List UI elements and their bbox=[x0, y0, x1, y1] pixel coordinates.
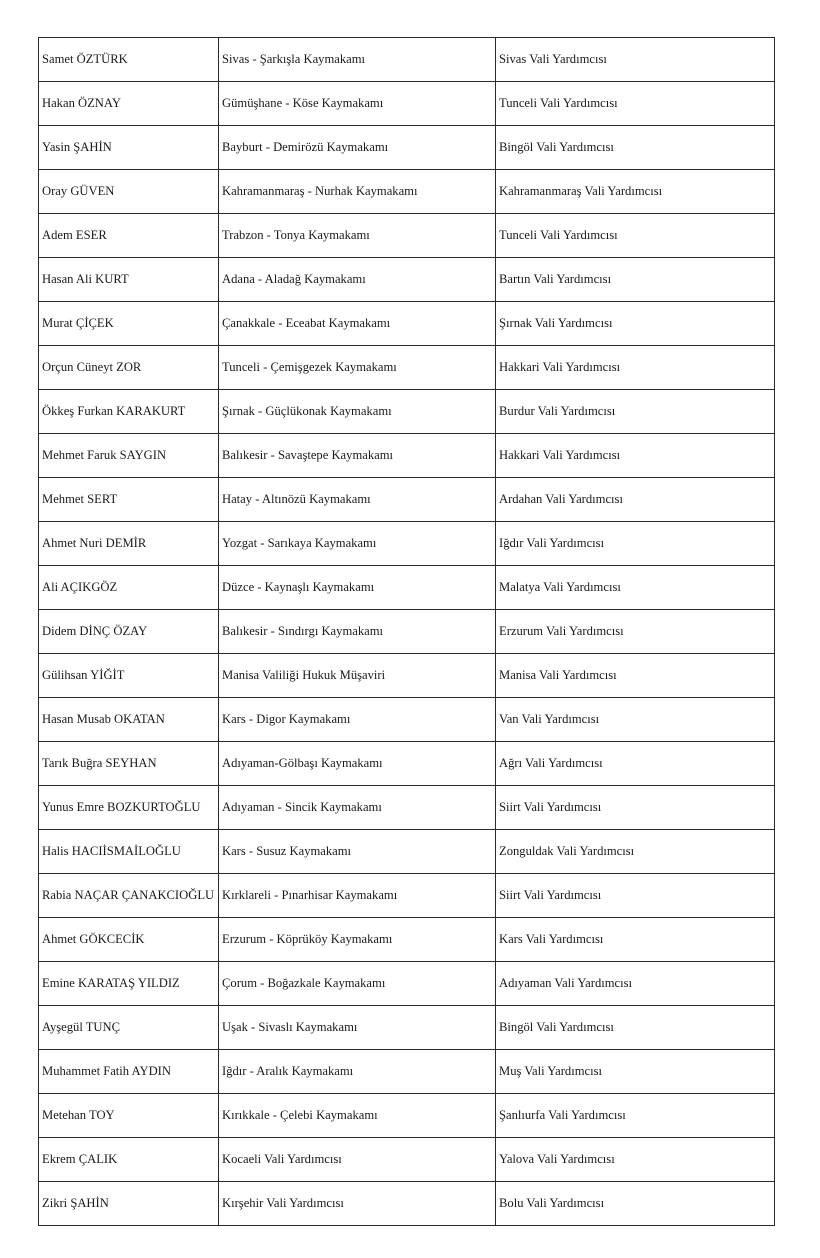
table-row bbox=[39, 390, 775, 434]
new-post-cell: Yalova Vali Yardımcısı bbox=[496, 1138, 775, 1182]
new-post-cell: Zonguldak Vali Yardımcısı bbox=[496, 830, 775, 874]
person-name-cell: Ali AÇIKGÖZ bbox=[39, 566, 219, 610]
current-post-cell: Şırnak - Güçlükonak Kaymakamı bbox=[219, 390, 496, 434]
table-row bbox=[39, 126, 775, 170]
new-post-cell: Muş Vali Yardımcısı bbox=[496, 1050, 775, 1094]
new-post-cell: Şanlıurfa Vali Yardımcısı bbox=[496, 1094, 775, 1138]
new-post-cell: Hakkari Vali Yardımcısı bbox=[496, 434, 775, 478]
new-post-cell: Bolu Vali Yardımcısı bbox=[496, 1182, 775, 1226]
current-post-cell: Uşak - Sivaslı Kaymakamı bbox=[219, 1006, 496, 1050]
new-post-cell: Hakkari Vali Yardımcısı bbox=[496, 346, 775, 390]
person-name-cell: Rabia NAÇAR ÇANAKCIOĞLU bbox=[39, 874, 219, 918]
person-name-cell: Gülihsan YİĞİT bbox=[39, 654, 219, 698]
new-post-cell: Şırnak Vali Yardımcısı bbox=[496, 302, 775, 346]
new-post-cell: Erzurum Vali Yardımcısı bbox=[496, 610, 775, 654]
current-post-cell: Kırıkkale - Çelebi Kaymakamı bbox=[219, 1094, 496, 1138]
person-name-cell: Adem ESER bbox=[39, 214, 219, 258]
person-name-cell: Tarık Buğra SEYHAN bbox=[39, 742, 219, 786]
current-post-cell: Kırklareli - Pınarhisar Kaymakamı bbox=[219, 874, 496, 918]
new-post-cell: Bartın Vali Yardımcısı bbox=[496, 258, 775, 302]
table-row bbox=[39, 434, 775, 478]
new-post-cell: Van Vali Yardımcısı bbox=[496, 698, 775, 742]
current-post-cell: Adıyaman-Gölbaşı Kaymakamı bbox=[219, 742, 496, 786]
current-post-cell: Bayburt - Demirözü Kaymakamı bbox=[219, 126, 496, 170]
person-name-cell: Metehan TOY bbox=[39, 1094, 219, 1138]
current-post-cell: Kars - Susuz Kaymakamı bbox=[219, 830, 496, 874]
table-row bbox=[39, 962, 775, 1006]
current-post-cell: Balıkesir - Savaştepe Kaymakamı bbox=[219, 434, 496, 478]
table-row bbox=[39, 82, 775, 126]
person-name-cell: Yasin ŞAHİN bbox=[39, 126, 219, 170]
new-post-cell: Siirt Vali Yardımcısı bbox=[496, 874, 775, 918]
person-name-cell: Samet ÖZTÜRK bbox=[39, 38, 219, 82]
person-name-cell: Mehmet Faruk SAYGIN bbox=[39, 434, 219, 478]
table-row bbox=[39, 258, 775, 302]
person-name-cell: Ekrem ÇALIK bbox=[39, 1138, 219, 1182]
person-name-cell: Orçun Cüneyt ZOR bbox=[39, 346, 219, 390]
new-post-cell: Kars Vali Yardımcısı bbox=[496, 918, 775, 962]
new-post-cell: Kahramanmaraş Vali Yardımcısı bbox=[496, 170, 775, 214]
table-row bbox=[39, 214, 775, 258]
new-post-cell: Tunceli Vali Yardımcısı bbox=[496, 82, 775, 126]
current-post-cell: Kocaeli Vali Yardımcısı bbox=[219, 1138, 496, 1182]
current-post-cell: Iğdır - Aralık Kaymakamı bbox=[219, 1050, 496, 1094]
table-row bbox=[39, 1094, 775, 1138]
table-row bbox=[39, 874, 775, 918]
person-name-cell: Zikri ŞAHİN bbox=[39, 1182, 219, 1226]
table-row bbox=[39, 698, 775, 742]
person-name-cell: Ayşegül TUNÇ bbox=[39, 1006, 219, 1050]
current-post-cell: Gümüşhane - Köse Kaymakamı bbox=[219, 82, 496, 126]
new-post-cell: Bingöl Vali Yardımcısı bbox=[496, 1006, 775, 1050]
current-post-cell: Balıkesir - Sındırgı Kaymakamı bbox=[219, 610, 496, 654]
appointments-table-body bbox=[39, 38, 775, 1226]
current-post-cell: Sivas - Şarkışla Kaymakamı bbox=[219, 38, 496, 82]
person-name-cell: Halis HACIİSMAİLOĞLU bbox=[39, 830, 219, 874]
current-post-cell: Kars - Digor Kaymakamı bbox=[219, 698, 496, 742]
current-post-cell: Adana - Aladağ Kaymakamı bbox=[219, 258, 496, 302]
new-post-cell: Malatya Vali Yardımcısı bbox=[496, 566, 775, 610]
person-name-cell: Emine KARATAŞ YILDIZ bbox=[39, 962, 219, 1006]
table-row bbox=[39, 38, 775, 82]
current-post-cell: Adıyaman - Sincik Kaymakamı bbox=[219, 786, 496, 830]
current-post-cell: Hatay - Altınözü Kaymakamı bbox=[219, 478, 496, 522]
table-row bbox=[39, 654, 775, 698]
person-name-cell: Hakan ÖZNAY bbox=[39, 82, 219, 126]
current-post-cell: Kahramanmaraş - Nurhak Kaymakamı bbox=[219, 170, 496, 214]
new-post-cell: Manisa Vali Yardımcısı bbox=[496, 654, 775, 698]
current-post-cell: Manisa Valiliği Hukuk Müşaviri bbox=[219, 654, 496, 698]
table-row bbox=[39, 786, 775, 830]
new-post-cell: Siirt Vali Yardımcısı bbox=[496, 786, 775, 830]
person-name-cell: Didem DİNÇ ÖZAY bbox=[39, 610, 219, 654]
person-name-cell: Ökkeş Furkan KARAKURT bbox=[39, 390, 219, 434]
current-post-cell: Çanakkale - Eceabat Kaymakamı bbox=[219, 302, 496, 346]
table-row bbox=[39, 522, 775, 566]
new-post-cell: Adıyaman Vali Yardımcısı bbox=[496, 962, 775, 1006]
table-row bbox=[39, 302, 775, 346]
current-post-cell: Düzce - Kaynaşlı Kaymakamı bbox=[219, 566, 496, 610]
table-row bbox=[39, 742, 775, 786]
current-post-cell: Çorum - Boğazkale Kaymakamı bbox=[219, 962, 496, 1006]
new-post-cell: Iğdır Vali Yardımcısı bbox=[496, 522, 775, 566]
appointments-table bbox=[38, 37, 775, 1226]
current-post-cell: Tunceli - Çemişgezek Kaymakamı bbox=[219, 346, 496, 390]
person-name-cell: Hasan Musab OKATAN bbox=[39, 698, 219, 742]
table-row bbox=[39, 170, 775, 214]
person-name-cell: Ahmet GÖKCECİK bbox=[39, 918, 219, 962]
new-post-cell: Bingöl Vali Yardımcısı bbox=[496, 126, 775, 170]
new-post-cell: Ağrı Vali Yardımcısı bbox=[496, 742, 775, 786]
table-row bbox=[39, 1006, 775, 1050]
table-row bbox=[39, 566, 775, 610]
table-row bbox=[39, 1138, 775, 1182]
current-post-cell: Trabzon - Tonya Kaymakamı bbox=[219, 214, 496, 258]
current-post-cell: Yozgat - Sarıkaya Kaymakamı bbox=[219, 522, 496, 566]
person-name-cell: Mehmet SERT bbox=[39, 478, 219, 522]
table-row bbox=[39, 918, 775, 962]
new-post-cell: Tunceli Vali Yardımcısı bbox=[496, 214, 775, 258]
current-post-cell: Kırşehir Vali Yardımcısı bbox=[219, 1182, 496, 1226]
new-post-cell: Sivas Vali Yardımcısı bbox=[496, 38, 775, 82]
table-row bbox=[39, 1050, 775, 1094]
table-row bbox=[39, 610, 775, 654]
table-row bbox=[39, 830, 775, 874]
table-row bbox=[39, 478, 775, 522]
person-name-cell: Hasan Ali KURT bbox=[39, 258, 219, 302]
person-name-cell: Murat ÇİÇEK bbox=[39, 302, 219, 346]
person-name-cell: Muhammet Fatih AYDIN bbox=[39, 1050, 219, 1094]
table-row bbox=[39, 346, 775, 390]
person-name-cell: Oray GÜVEN bbox=[39, 170, 219, 214]
table-row bbox=[39, 1182, 775, 1226]
person-name-cell: Yunus Emre BOZKURTOĞLU bbox=[39, 786, 219, 830]
new-post-cell: Burdur Vali Yardımcısı bbox=[496, 390, 775, 434]
current-post-cell: Erzurum - Köprüköy Kaymakamı bbox=[219, 918, 496, 962]
new-post-cell: Ardahan Vali Yardımcısı bbox=[496, 478, 775, 522]
person-name-cell: Ahmet Nuri DEMİR bbox=[39, 522, 219, 566]
